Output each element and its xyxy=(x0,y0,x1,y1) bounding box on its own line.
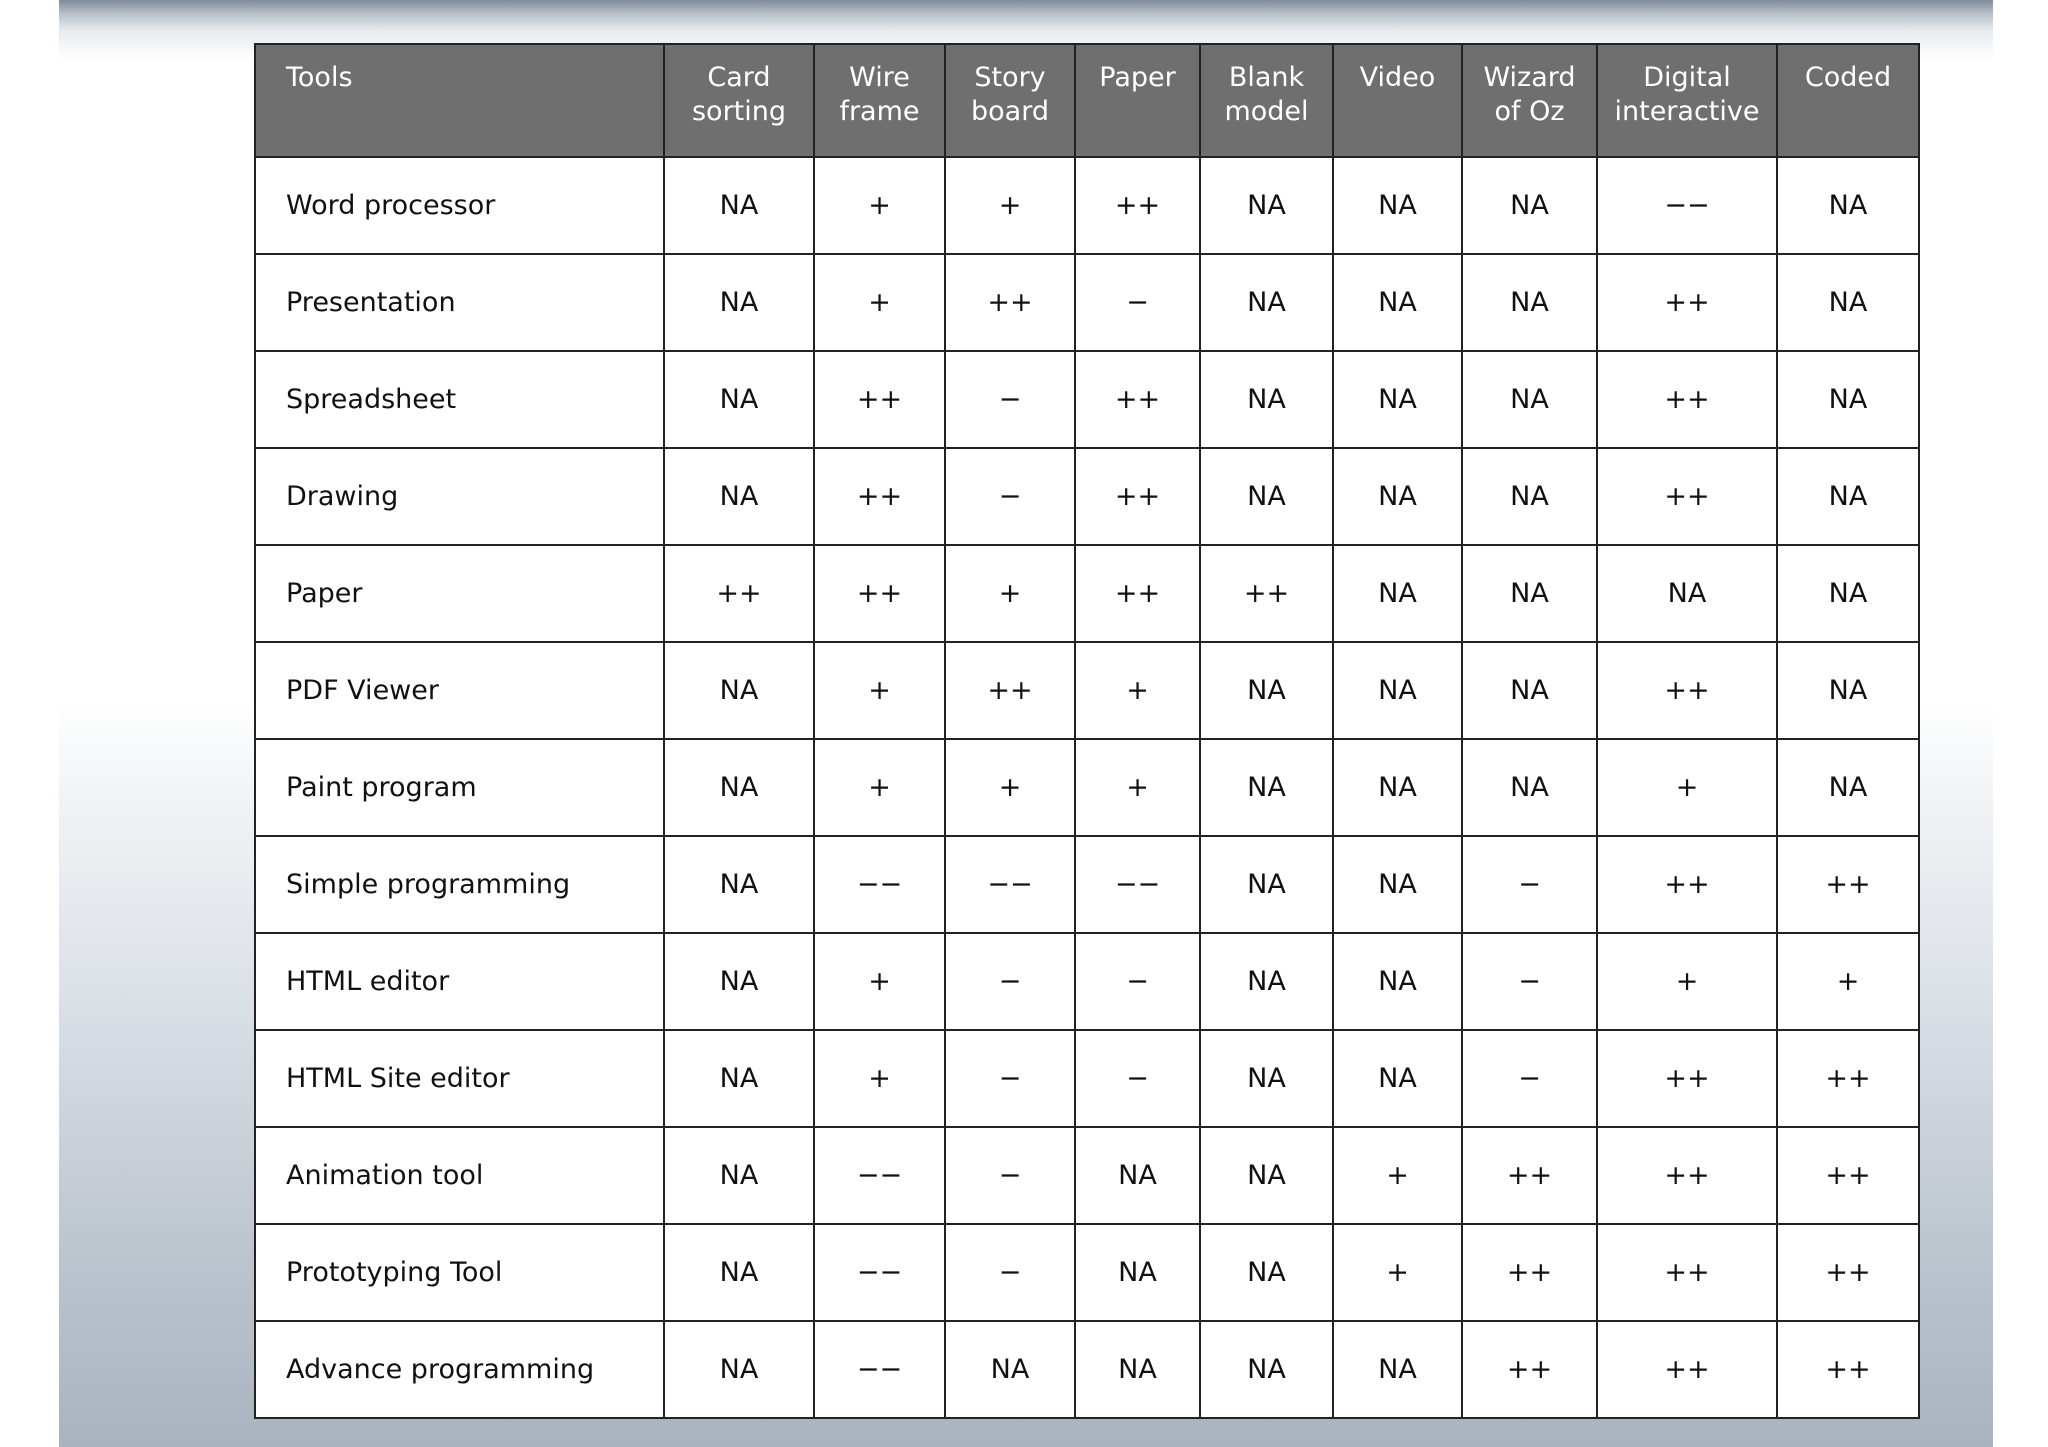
rating-cell: NA xyxy=(1777,448,1919,545)
column-header-line: model xyxy=(1224,96,1309,127)
rating-cell: NA xyxy=(664,254,814,351)
rating-cell: ++ xyxy=(1597,1127,1777,1224)
rating-cell: ++ xyxy=(1777,1224,1919,1321)
rating-cell: NA xyxy=(1333,933,1462,1030)
rating-cell: + xyxy=(945,545,1075,642)
rating-cell: − xyxy=(1075,933,1200,1030)
rating-cell: NA xyxy=(664,1127,814,1224)
table-row xyxy=(255,1321,1919,1418)
rating-cell: ++ xyxy=(1777,1030,1919,1127)
rating-cell: NA xyxy=(664,351,814,448)
column-header-line: board xyxy=(971,96,1049,127)
column-header-line: Wire xyxy=(849,62,910,93)
rating-cell: NA xyxy=(1777,739,1919,836)
rating-cell: ++ xyxy=(1597,642,1777,739)
rating-cell: ++ xyxy=(814,351,945,448)
rating-cell: ++ xyxy=(1597,351,1777,448)
column-header-line: Wizard xyxy=(1483,62,1576,93)
rating-cell: −− xyxy=(814,1321,945,1418)
rating-cell: NA xyxy=(1777,254,1919,351)
tool-name-cell: Animation tool xyxy=(255,1127,664,1224)
rating-cell: NA xyxy=(1333,1321,1462,1418)
rating-cell: − xyxy=(945,1127,1075,1224)
table-body xyxy=(255,157,1919,1418)
rating-cell: NA xyxy=(1200,933,1333,1030)
rating-cell: NA xyxy=(1075,1127,1200,1224)
rating-cell: NA xyxy=(1075,1321,1200,1418)
rating-cell: ++ xyxy=(1597,1321,1777,1418)
tool-name-cell: PDF Viewer xyxy=(255,642,664,739)
rating-cell: NA xyxy=(1462,642,1597,739)
rating-cell: −− xyxy=(1597,157,1777,254)
table-row xyxy=(255,1030,1919,1127)
rating-cell: NA xyxy=(1462,545,1597,642)
rating-cell: NA xyxy=(1462,254,1597,351)
column-header-line: Video xyxy=(1359,62,1436,93)
table-row xyxy=(255,1127,1919,1224)
rating-cell: NA xyxy=(664,1321,814,1418)
column-header xyxy=(1200,44,1333,157)
rating-cell: − xyxy=(1075,254,1200,351)
rating-cell: − xyxy=(945,933,1075,1030)
rating-cell: NA xyxy=(1200,836,1333,933)
column-header-line: frame xyxy=(839,96,920,127)
column-header-line: Tools xyxy=(286,62,353,93)
rating-cell: −− xyxy=(1075,836,1200,933)
rating-cell: NA xyxy=(1200,739,1333,836)
rating-cell: − xyxy=(1075,1030,1200,1127)
rating-cell: NA xyxy=(1333,739,1462,836)
rating-cell: NA xyxy=(1200,448,1333,545)
rating-cell: + xyxy=(1333,1127,1462,1224)
table-row xyxy=(255,836,1919,933)
tool-name-cell: Paint program xyxy=(255,739,664,836)
rating-cell: + xyxy=(814,254,945,351)
rating-cell: NA xyxy=(1333,545,1462,642)
rating-cell: NA xyxy=(1777,157,1919,254)
rating-cell: ++ xyxy=(1075,157,1200,254)
column-header xyxy=(945,44,1075,157)
rating-cell: + xyxy=(814,1030,945,1127)
rating-cell: −− xyxy=(945,836,1075,933)
rating-cell: − xyxy=(1462,933,1597,1030)
rating-cell: NA xyxy=(1333,642,1462,739)
column-header xyxy=(664,44,814,157)
tool-name-cell: Paper xyxy=(255,545,664,642)
rating-cell: + xyxy=(1597,739,1777,836)
column-header-tools xyxy=(255,44,664,157)
rating-cell: ++ xyxy=(1777,1321,1919,1418)
rating-cell: NA xyxy=(1462,739,1597,836)
rating-cell: NA xyxy=(1462,448,1597,545)
rating-cell: − xyxy=(945,448,1075,545)
table-row xyxy=(255,351,1919,448)
rating-cell: NA xyxy=(1075,1224,1200,1321)
rating-cell: ++ xyxy=(945,254,1075,351)
column-header xyxy=(1462,44,1597,157)
table-row xyxy=(255,642,1919,739)
rating-cell: − xyxy=(945,1030,1075,1127)
rating-cell: ++ xyxy=(1777,1127,1919,1224)
rating-cell: + xyxy=(814,642,945,739)
rating-cell: + xyxy=(814,739,945,836)
rating-cell: NA xyxy=(1333,157,1462,254)
rating-cell: ++ xyxy=(1462,1224,1597,1321)
rating-cell: ++ xyxy=(1075,545,1200,642)
column-header-line: of Oz xyxy=(1494,96,1565,127)
rating-cell: ++ xyxy=(814,545,945,642)
rating-cell: NA xyxy=(1333,351,1462,448)
rating-cell: NA xyxy=(1777,545,1919,642)
rating-cell: + xyxy=(945,739,1075,836)
rating-cell: NA xyxy=(1200,157,1333,254)
rating-cell: − xyxy=(1462,836,1597,933)
rating-cell: + xyxy=(1597,933,1777,1030)
rating-cell: ++ xyxy=(1200,545,1333,642)
rating-cell: ++ xyxy=(1777,836,1919,933)
tool-name-cell: HTML editor xyxy=(255,933,664,1030)
rating-cell: ++ xyxy=(1597,448,1777,545)
table-row xyxy=(255,933,1919,1030)
rating-cell: NA xyxy=(1777,351,1919,448)
rating-cell: ++ xyxy=(1462,1321,1597,1418)
column-header-line: interactive xyxy=(1614,96,1760,127)
rating-cell: ++ xyxy=(1075,448,1200,545)
rating-cell: −− xyxy=(814,1224,945,1321)
column-header-line: Card xyxy=(707,62,771,93)
rating-cell: + xyxy=(814,933,945,1030)
rating-cell: ++ xyxy=(1075,351,1200,448)
rating-cell: NA xyxy=(1597,545,1777,642)
column-header-line: sorting xyxy=(691,96,787,127)
column-header-line: Blank xyxy=(1228,62,1305,93)
rating-cell: −− xyxy=(814,836,945,933)
tool-name-cell: Advance programming xyxy=(255,1321,664,1418)
slide-background xyxy=(59,0,1993,1447)
rating-cell: + xyxy=(1777,933,1919,1030)
rating-cell: NA xyxy=(1333,448,1462,545)
rating-cell: − xyxy=(945,351,1075,448)
rating-cell: + xyxy=(1333,1224,1462,1321)
column-header-line: Coded xyxy=(1804,62,1892,93)
rating-cell: + xyxy=(814,157,945,254)
rating-cell: NA xyxy=(1333,254,1462,351)
rating-cell: ++ xyxy=(1597,1224,1777,1321)
rating-cell: NA xyxy=(1777,642,1919,739)
rating-cell: ++ xyxy=(814,448,945,545)
table-header xyxy=(255,44,1919,157)
tool-name-cell: Presentation xyxy=(255,254,664,351)
header-row xyxy=(255,44,1919,157)
rating-cell: NA xyxy=(664,739,814,836)
rating-cell: NA xyxy=(1200,1127,1333,1224)
column-header xyxy=(1075,44,1200,157)
tool-name-cell: Prototyping Tool xyxy=(255,1224,664,1321)
column-header-line: Story xyxy=(974,62,1046,93)
table-row xyxy=(255,1224,1919,1321)
prototyping-tools-table xyxy=(254,43,1920,1419)
rating-cell: ++ xyxy=(1597,836,1777,933)
rating-cell: ++ xyxy=(1597,254,1777,351)
table-row xyxy=(255,739,1919,836)
table-row xyxy=(255,254,1919,351)
column-header-line: Digital xyxy=(1643,62,1731,93)
rating-cell: NA xyxy=(1333,1030,1462,1127)
table-row xyxy=(255,157,1919,254)
column-header-line: Paper xyxy=(1099,62,1176,93)
tool-name-cell: Word processor xyxy=(255,157,664,254)
column-header xyxy=(814,44,945,157)
table-row xyxy=(255,448,1919,545)
tool-name-cell: Simple programming xyxy=(255,836,664,933)
tool-name-cell: Drawing xyxy=(255,448,664,545)
rating-cell: + xyxy=(1075,642,1200,739)
rating-cell: NA xyxy=(1200,642,1333,739)
rating-cell: NA xyxy=(664,642,814,739)
column-header xyxy=(1333,44,1462,157)
table-row xyxy=(255,545,1919,642)
rating-cell: + xyxy=(945,157,1075,254)
rating-cell: NA xyxy=(1462,157,1597,254)
rating-cell: −− xyxy=(814,1127,945,1224)
rating-cell: NA xyxy=(1200,1224,1333,1321)
rating-cell: NA xyxy=(1333,836,1462,933)
rating-cell: ++ xyxy=(1597,1030,1777,1127)
rating-cell: NA xyxy=(664,448,814,545)
rating-cell: NA xyxy=(1200,254,1333,351)
rating-cell: NA xyxy=(664,836,814,933)
rating-cell: NA xyxy=(1462,351,1597,448)
tool-name-cell: HTML Site editor xyxy=(255,1030,664,1127)
rating-cell: NA xyxy=(664,157,814,254)
rating-cell: − xyxy=(1462,1030,1597,1127)
rating-cell: NA xyxy=(664,1224,814,1321)
rating-cell: ++ xyxy=(1462,1127,1597,1224)
rating-cell: NA xyxy=(1200,351,1333,448)
column-header xyxy=(1597,44,1777,157)
rating-cell: ++ xyxy=(945,642,1075,739)
rating-cell: + xyxy=(1075,739,1200,836)
rating-cell: ++ xyxy=(664,545,814,642)
rating-cell: NA xyxy=(664,933,814,1030)
rating-cell: NA xyxy=(1200,1321,1333,1418)
tool-name-cell: Spreadsheet xyxy=(255,351,664,448)
rating-cell: NA xyxy=(945,1321,1075,1418)
rating-cell: − xyxy=(945,1224,1075,1321)
rating-cell: NA xyxy=(1200,1030,1333,1127)
rating-cell: NA xyxy=(664,1030,814,1127)
column-header xyxy=(1777,44,1919,157)
